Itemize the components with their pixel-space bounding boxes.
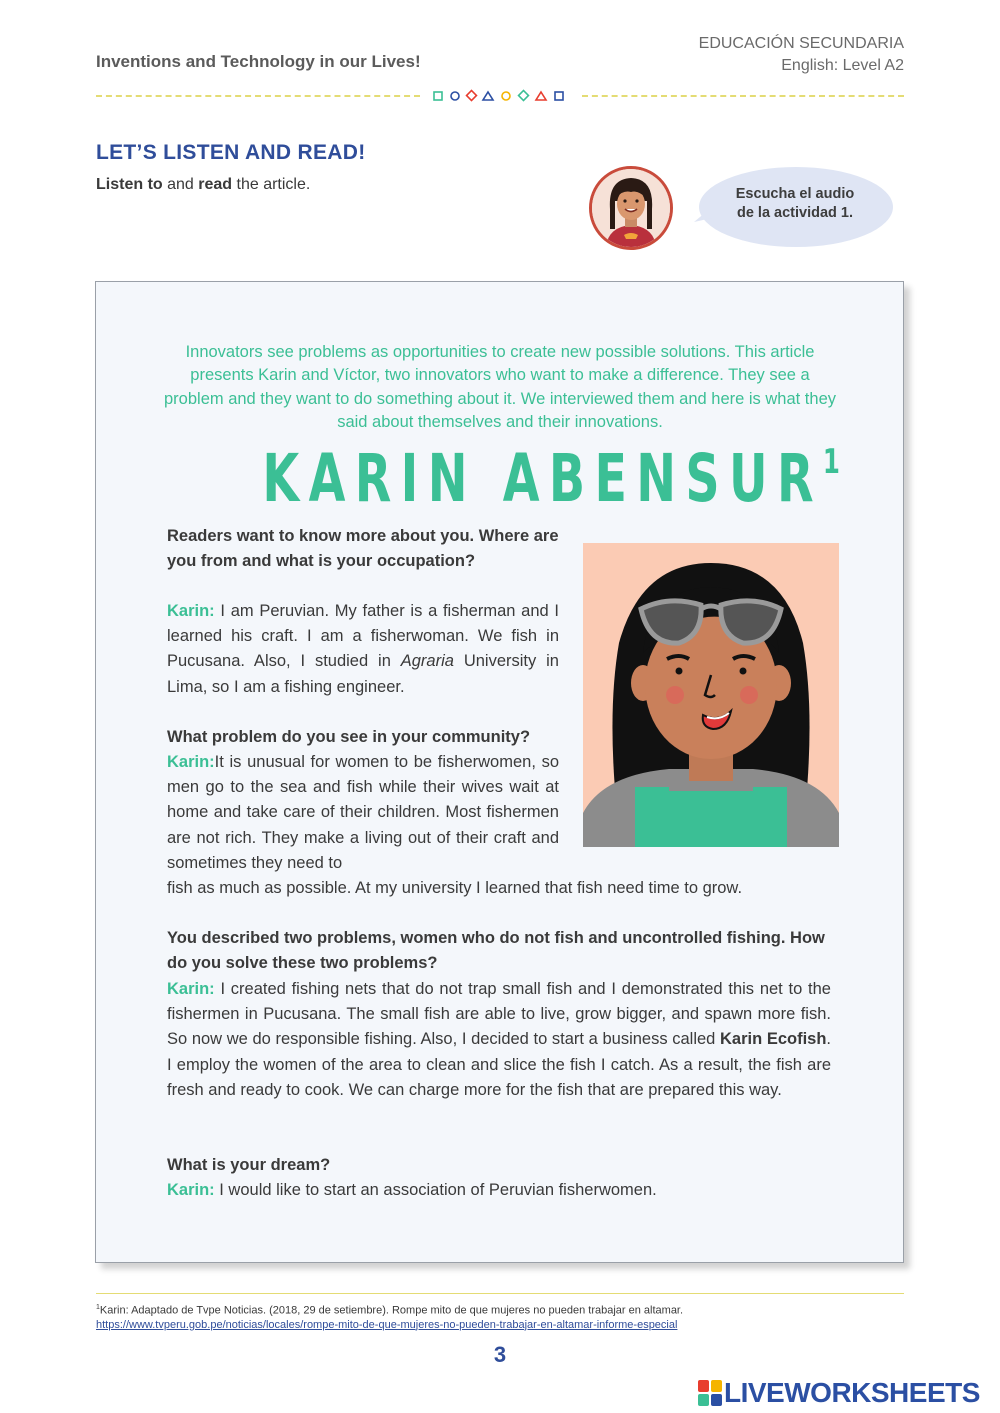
- answer-3: Karin: I created fishing nets that do not trap small fish and I demonstrated this net to the fishermen in Pucusana. The small fish are able to live, grow bigger, and spawn more fish. So now we do responsible fishing. Also, I decided to start a business called Karin Ecofish. I employ the women of the area to clean and slice the fish I catch. As a result, the fish are fresh and ready to cook. We can charge more for the fish that are prepared this way.: [167, 980, 832, 1099]
- page-number: 3: [493, 1342, 507, 1367]
- karin-portrait-icon: [583, 543, 839, 847]
- footnote: [96, 1301, 683, 1332]
- level-line-2: English: Level A2: [781, 57, 904, 74]
- liveworksheets-logo-icon: [698, 1380, 722, 1406]
- question-3: You described two problems, women who do not fish and uncontrolled fishing. How do you solve these two problems?: [167, 929, 825, 973]
- footnote-reference: 1: [822, 442, 840, 482]
- question-4: What is your dream?: [167, 1156, 331, 1174]
- level-line-1: EDUCACIÓN SECUNDARIA: [698, 35, 904, 52]
- header-divider-left: [96, 95, 420, 97]
- footnote-link[interactable]: https://www.tvperu.gob.pe/noticias/locales/rompe-mito-de-que-mujeres-no-pueden-trabajar-en-altamar-informe-especial: [96, 1318, 678, 1331]
- answer-4: Karin: I would like to start an association of Peruvian fisherwomen.: [167, 1181, 657, 1199]
- speaker-label: Karin:: [167, 602, 215, 620]
- liveworksheets-wordmark: LIVEWORKSHEETS: [724, 1377, 980, 1408]
- karin-illustration: [583, 543, 839, 847]
- level-info: [699, 33, 904, 77]
- article-intro: Innovators see problems as opportunities to create new possible solutions. This article presents Karin and Víctor, two innovators who want to make a difference. They see a problem and they want to do something about it. We interviewed them and here is what they said about themselves and their innovations.: [164, 343, 836, 432]
- answer-2-continued: fish as much as possible. At my university I learned that fish need time to grow.: [167, 879, 743, 897]
- teacher-avatar: [589, 166, 673, 250]
- document-title: Inventions and Technology in our Lives!: [96, 52, 421, 71]
- liveworksheets-logo: [698, 1376, 980, 1410]
- article-name-heading: KARIN ABENSUR$^1$: [262, 440, 840, 517]
- footnote-mark: 1: [96, 1304, 100, 1311]
- section-title: LET’S LISTEN AND READ!: [96, 141, 366, 164]
- answer-1: Karin: I am Peruvian. My father is a fisherman and I learned his craft. I am a fisherwoman. We fish in Pucusana. Also, I studied in Agraria University in Lima, so I am a fishing engineer.: [167, 602, 559, 696]
- footnote-divider: [96, 1293, 904, 1294]
- question-1: Readers want to know more about you. Where are you from and what is your occupation?: [167, 527, 559, 571]
- speaker-label: Karin:: [167, 980, 215, 998]
- header-divider-right: [582, 95, 904, 97]
- teacher-avatar-icon: [592, 169, 670, 247]
- answer-2: Karin:It is unusual for women to be fisherwomen, so men go to the sea and fish while their wives wait at home and take care of their children. Most fishermen are not rich. They make a living out of their craft and sometimes they need to: [167, 753, 559, 872]
- footnote-text: Karin: Adaptado de Tvpe Noticias. (2018, 29 de setiembre). Rompe mito de que mujeres no pueden trabajar en altamar.: [99, 1304, 684, 1317]
- speaker-label: Karin:: [167, 753, 215, 771]
- decorative-shapes-icon: [433, 89, 567, 103]
- speech-bubble-text: Escucha el audio de la actividad 1.: [735, 186, 855, 221]
- instruction-text: Listen to and read the article.: [96, 176, 311, 193]
- speaker-label: Karin:: [167, 1181, 215, 1199]
- question-2: What problem do you see in your community?: [167, 728, 531, 746]
